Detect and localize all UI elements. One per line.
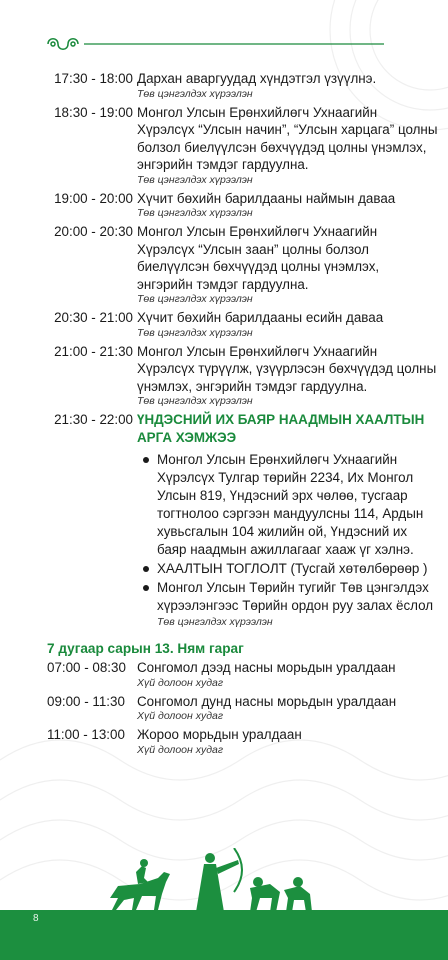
naadam-silhouettes	[100, 848, 330, 913]
schedule-item	[0, 726, 448, 760]
schedule-text: Монгол Улсын Ерөнхийлөгч Ухнаагийн Хүрэлсүх түрүүлж, үзүүрлэсэн бөхчүүдэд цолны үнэмлэх, энгэрийн тэмдэг гардуулна.	[137, 343, 437, 394]
schedule-time: 21:30 - 22:00	[54, 412, 133, 427]
schedule-time: 09:00 - 11:30	[47, 693, 125, 709]
schedule-location: Төв цэнгэлдэх хүрээлэн	[157, 616, 273, 628]
schedule-time: 17:30 - 18:00	[54, 71, 133, 86]
schedule-item	[0, 343, 448, 412]
schedule-content	[0, 70, 448, 760]
schedule-item	[0, 70, 448, 104]
schedule-location: Төв цэнгэлдэх хүрээлэн	[137, 395, 253, 407]
schedule-text: Монгол Улсын Ерөнхийлөгч Ухнаагийн Хүрэлсүх “Улсын заан” цолны болзол биелүүлсэн бөхчүүдэд цолны үнэмлэх, энгэрийн тэмдэг гардуулна.	[137, 224, 380, 292]
schedule-location: Төв цэнгэлдэх хүрээлэн	[137, 173, 253, 186]
closing-ceremony-item	[0, 411, 448, 632]
schedule-time: 21:00 - 21:30	[54, 343, 133, 359]
schedule-text: Дархан аваргуудад хүндэтгэл үзүүлнэ.	[137, 71, 377, 86]
schedule-text: Хүчит бөхийн барилдааны есийн даваа	[137, 310, 384, 325]
schedule-time: 11:00 - 13:00	[47, 727, 125, 742]
schedule-text: Сонгомол дээд насны морьдын уралдаан	[137, 660, 396, 675]
archer-silhouette	[196, 848, 242, 912]
page-number: 8	[33, 913, 39, 924]
schedule-location: Хүй долоон худаг	[137, 676, 224, 689]
schedule-item	[0, 309, 448, 343]
schedule-time: 20:00 - 20:30	[54, 224, 133, 239]
schedule-time: 07:00 - 08:30	[47, 660, 126, 675]
schedule-item	[0, 659, 448, 693]
wrestlers-silhouette	[250, 877, 312, 912]
schedule-time: 20:30 - 21:00	[54, 310, 133, 325]
date-heading: 7 дугаар сарын 13. Ням гараг	[47, 641, 244, 656]
footer-band	[0, 910, 448, 960]
schedule-location: Төв цэнгэлдэх хүрээлэн	[137, 87, 253, 100]
bullet-item: ХААЛТЫН ТОГЛОЛТ (Тусгай хөтөлбөрөөр )	[137, 560, 438, 578]
bullet-item: Монгол Улсын Төрийн тугийг Төв цэнгэлдэх хүрээлэнгээс Төрийн ордон руу залах ёслол	[137, 579, 438, 615]
schedule-location: Төв цэнгэлдэх хүрээлэн	[137, 326, 253, 339]
schedule-item	[0, 190, 448, 224]
schedule-item	[0, 104, 448, 190]
schedule-item	[0, 693, 448, 727]
schedule-text: Жороо морьдын уралдаан	[137, 727, 302, 742]
schedule-location: Хүй долоон худаг	[137, 710, 224, 722]
schedule-item	[0, 223, 448, 309]
schedule-time: 19:00 - 20:00	[54, 190, 133, 206]
schedule-text: Монгол Улсын Ерөнхийлөгч Ухнаагийн Хүрэлсүх “Улсын начин”, “Улсын харцага” цолны болзол биелүүлсэн бөхчүүдэд цолны үнэмлэх, энгэрийн тэмдэг гардуулна.	[137, 104, 438, 172]
schedule-text: Сонгомол дунд насны морьдын уралдаан	[137, 693, 397, 709]
schedule-location: Төв цэнгэлдэх хүрээлэн	[137, 293, 253, 305]
closing-heading: ҮНДЭСНИЙ ИХ БАЯР НААДМЫН ХААЛТЫН АРГА ХЭМЖЭЭ	[137, 412, 425, 445]
schedule-text: Хүчит бөхийн барилдааны наймын даваа	[137, 190, 396, 206]
schedule-location: Төв цэнгэлдэх хүрээлэн	[137, 207, 253, 219]
bullet-item: Монгол Улсын Ерөнхийлөгч Ухнаагийн Хүрэлсүх Тулгар төрийн 2234, Их Монгол Улсын 819, Үндэсний эрх чөлөө, тусгаар тогтнолоо сэргээн мандуулсны 114, Ардын хувьсгалын 104 жилийн ой, Үндэсний их баяр наадмын ажиллагааг хааж үг хэлнэ.	[137, 451, 438, 559]
closing-bullet-list	[137, 451, 438, 615]
horse-rider-silhouette	[110, 859, 170, 910]
schedule-location: Хүй долоон худаг	[137, 743, 224, 756]
ornament-divider-icon	[44, 34, 384, 54]
schedule-time: 18:30 - 19:00	[54, 104, 133, 120]
